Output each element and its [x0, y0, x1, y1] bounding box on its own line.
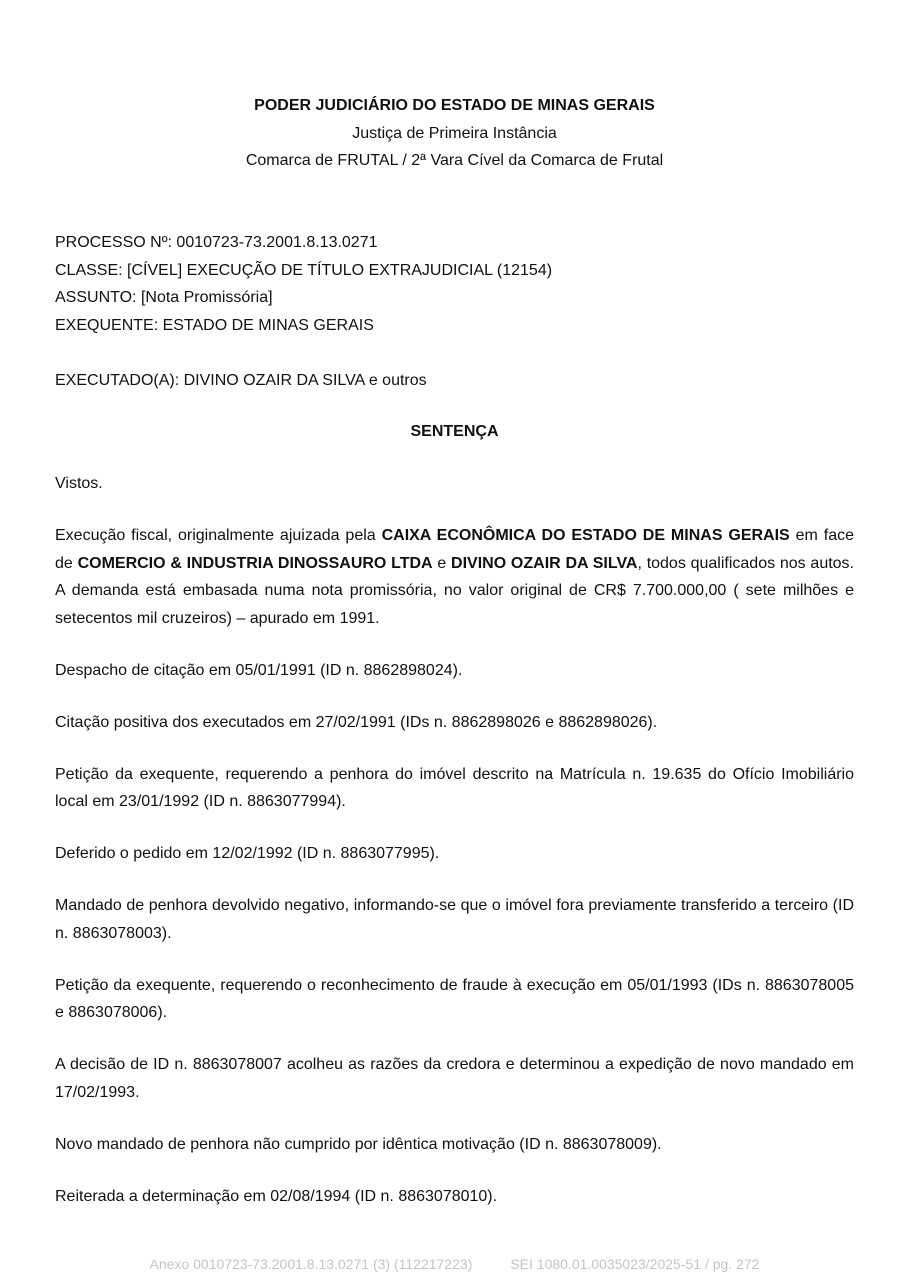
summary-text-4: , todos qualificados nos autos. A demanda está embasada numa nota promissória, no valor original de CR$ 7.700.000,00 ( sete milhões e setecentos mil cruzeiros) – apurado em 1991. — [55, 554, 855, 627]
summary-text-3: e — [432, 554, 452, 572]
court-district: Comarca de FRUTAL / 2ª Vara Cível da Comarca de Frutal — [245, 152, 664, 169]
debtor-company-name: COMERCIO & INDUSTRIA DINOSSAURO LTDA — [77, 554, 433, 572]
summary-text-2: em face de — [55, 527, 855, 572]
paragraph-fraud-petition: Petição da exequente, requerendo o reconhecimento de fraude à execução em 05/01/1993 (IDs n. 8863078005 e 8863078006). — [55, 976, 854, 1021]
paragraph-citation-order: Despacho de citação em 05/01/1991 (ID n. 8862898024). — [55, 661, 463, 679]
case-subject: ASSUNTO: [Nota Promissória] — [55, 289, 273, 306]
paragraph-vistos: Vistos. — [55, 475, 103, 492]
case-number: PROCESSO Nº: 0010723-73.2001.8.13.0271 — [55, 234, 378, 251]
document-header — [0, 92, 909, 175]
creditor-name: CAIXA ECONÔMICA DO ESTADO DE MINAS GERAIS — [381, 527, 790, 544]
metadata-spacer — [55, 339, 855, 367]
summary-text-1: Execução fiscal, originalmente ajuizada pela — [55, 527, 382, 544]
paragraph-summary — [55, 522, 854, 632]
case-plaintiff: EXEQUENTE: ESTADO DE MINAS GERAIS — [55, 316, 374, 334]
court-name: PODER JUDICIÁRIO DO ESTADO DE MINAS GERAIS — [254, 97, 655, 114]
paragraph-reiterated: Reiterada a determinação em 02/08/1994 (ID n. 8863078010). — [55, 1187, 498, 1205]
document-body — [55, 470, 854, 1235]
case-class: CLASSE: [CÍVEL] EXECUÇÃO DE TÍTULO EXTRAJUDICIAL (12154) — [55, 261, 553, 279]
footer-attachment-ref: Anexo 0010723-73.2001.8.13.0271 (3) (112217223) — [149, 1256, 473, 1272]
case-metadata — [55, 229, 855, 394]
debtor-person-name: DIVINO OZAIR DA SILVA — [451, 554, 638, 572]
document-title: SENTENÇA — [410, 423, 499, 440]
paragraph-citation-result: Citação positiva dos executados em 27/02/1991 (IDs n. 8862898026 e 8862898026). — [55, 713, 658, 731]
paragraph-new-warrant: Novo mandado de penhora não cumprido por idêntica motivação (ID n. 8863078009). — [55, 1135, 662, 1153]
court-instance: Justiça de Primeira Instância — [352, 124, 557, 142]
case-defendant: EXECUTADO(A): DIVINO OZAIR DA SILVA e outros — [55, 371, 427, 389]
paragraph-granted: Deferido o pedido em 12/02/1992 (ID n. 8863077995). — [55, 845, 440, 862]
paragraph-decision: A decisão de ID n. 8863078007 acolheu as razões da credora e determinou a expedição de novo mandado em 17/02/1993. — [55, 1056, 854, 1101]
page-footer — [0, 1256, 909, 1272]
footer-sei-ref: SEI 1080.01.0035023/2025-51 / pg. 272 — [510, 1256, 760, 1272]
paragraph-seizure-petition: Petição da exequente, requerendo a penhora do imóvel descrito na Matrícula n. 19.635 do Ofício Imobiliário local em 23/01/1992 (ID n. 8863077994). — [55, 765, 854, 810]
paragraph-seizure-negative: Mandado de penhora devolvido negativo, informando-se que o imóvel fora previamente transferido a terceiro (ID n. 8863078003). — [55, 897, 854, 942]
